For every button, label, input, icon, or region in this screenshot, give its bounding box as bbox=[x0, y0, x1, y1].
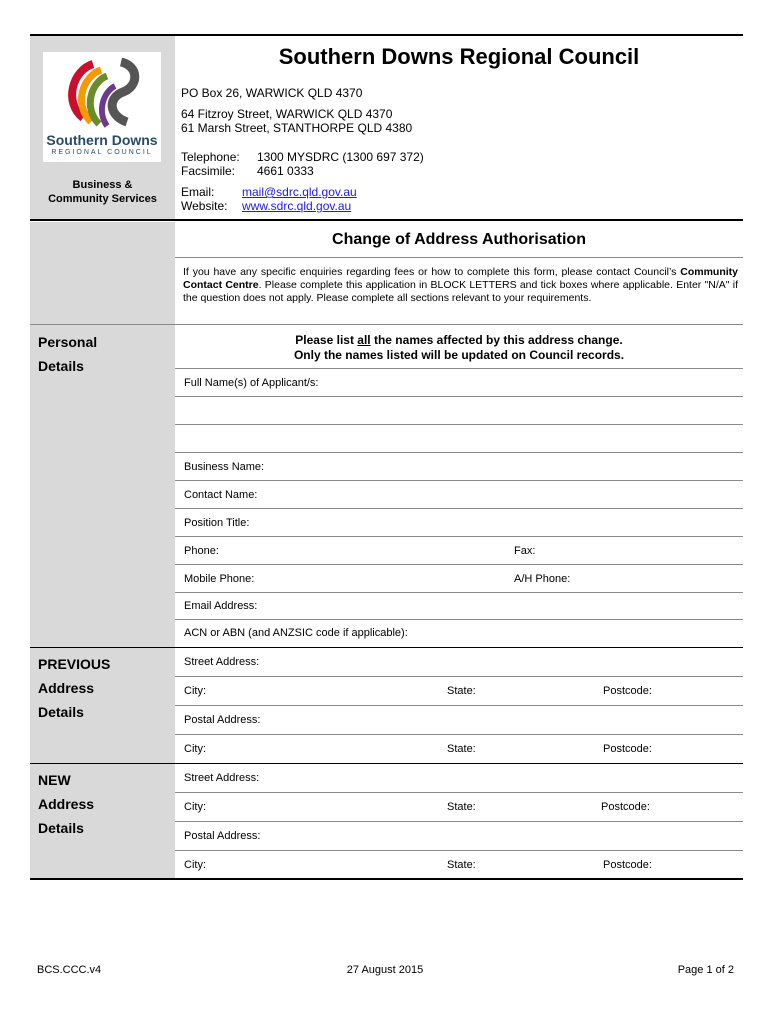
previous-heading bbox=[38, 652, 110, 724]
website-link-text[interactable]: www.sdrc.qld.gov.au bbox=[242, 199, 352, 213]
logo-name: Southern Downs bbox=[46, 132, 158, 148]
rule bbox=[175, 536, 743, 537]
intro-contact-centre: Community Contact Centre bbox=[183, 266, 738, 291]
rule bbox=[175, 705, 743, 706]
header-divider bbox=[30, 219, 743, 221]
prev-state-field[interactable]: State: bbox=[447, 685, 476, 697]
previous-heading-line-1: PREVIOUS bbox=[38, 656, 111, 672]
form-bottom-rule bbox=[30, 878, 743, 880]
note-line-2: Only the names listed will be updated on Council records. bbox=[293, 348, 625, 362]
new-postal-city-field[interactable]: City: bbox=[184, 859, 206, 871]
personal-heading-line-1: Personal bbox=[38, 334, 98, 350]
rule bbox=[175, 619, 743, 620]
previous-heading-line-3: Details bbox=[38, 704, 84, 720]
address-warwick: 64 Fitzroy Street, WARWICK QLD 4370 bbox=[181, 107, 393, 121]
prev-postcode-field[interactable]: Postcode: bbox=[603, 685, 652, 697]
fax-field[interactable]: Fax: bbox=[514, 545, 536, 557]
position-title-field[interactable]: Position Title: bbox=[184, 517, 250, 529]
prev-city-field[interactable]: City: bbox=[184, 685, 206, 697]
form-title: Change of Address Authorisation bbox=[332, 231, 586, 248]
rule bbox=[175, 396, 743, 397]
council-logo bbox=[43, 52, 161, 162]
logo-subtitle: REGIONAL COUNCIL bbox=[51, 149, 153, 156]
email-address-field[interactable]: Email Address: bbox=[184, 600, 258, 612]
email-label: Email: bbox=[181, 185, 215, 199]
rule bbox=[175, 508, 743, 509]
new-heading-line-3: Details bbox=[38, 820, 84, 836]
new-heading bbox=[38, 768, 94, 840]
address-stanthorpe: 61 Marsh Street, STANTHORPE QLD 4380 bbox=[181, 121, 413, 135]
department-line-2: Community Services bbox=[48, 193, 157, 205]
website-label: Website: bbox=[181, 199, 228, 213]
logo-emblem-icon bbox=[43, 52, 161, 132]
page-number: Page 1 of 2 bbox=[677, 964, 734, 976]
previous-heading-line-2: Address bbox=[38, 680, 95, 696]
contact-name-field[interactable]: Contact Name: bbox=[184, 489, 258, 501]
personal-heading bbox=[38, 330, 97, 378]
business-name-field[interactable]: Business Name: bbox=[184, 461, 265, 473]
rule bbox=[175, 821, 743, 822]
department-line-1: Business & bbox=[72, 179, 133, 191]
phone-field[interactable]: Phone: bbox=[184, 545, 219, 557]
po-box: PO Box 26, WARWICK QLD 4370 bbox=[181, 86, 363, 100]
rule bbox=[175, 792, 743, 793]
prev-postal-city-field[interactable]: City: bbox=[184, 743, 206, 755]
names-note bbox=[175, 333, 743, 363]
top-rule bbox=[30, 34, 743, 36]
new-postal-state-field[interactable]: State: bbox=[447, 859, 476, 871]
rule bbox=[175, 592, 743, 593]
rule bbox=[175, 676, 743, 677]
new-postal-field[interactable]: Postal Address: bbox=[184, 830, 261, 842]
new-state-field[interactable]: State: bbox=[447, 801, 476, 813]
website-link[interactable] bbox=[242, 199, 351, 213]
prev-postal-field[interactable]: Postal Address: bbox=[184, 714, 261, 726]
telephone-value: 1300 MYSDRC (1300 697 372) bbox=[257, 150, 424, 164]
note-post: the names affected by this address change. bbox=[370, 333, 623, 347]
facsimile-value: 4661 0333 bbox=[257, 164, 314, 178]
acn-abn-field[interactable]: ACN or ABN (and ANZSIC code if applicable): bbox=[184, 627, 408, 639]
department-name bbox=[30, 178, 175, 206]
new-city-field[interactable]: City: bbox=[184, 801, 206, 813]
form-date: 27 August 2015 bbox=[346, 964, 424, 976]
rule bbox=[30, 647, 743, 648]
new-street-field[interactable]: Street Address: bbox=[184, 772, 260, 784]
note-pre: Please list bbox=[295, 333, 358, 347]
form-code: BCS.CCC.v4 bbox=[37, 964, 102, 976]
rule bbox=[175, 734, 743, 735]
rule bbox=[30, 324, 743, 325]
rule bbox=[175, 564, 743, 565]
prev-postal-postcode-field[interactable]: Postcode: bbox=[603, 743, 652, 755]
prev-street-field[interactable]: Street Address: bbox=[184, 656, 260, 668]
facsimile-label: Facsimile: bbox=[181, 164, 236, 178]
new-postal-postcode-field[interactable]: Postcode: bbox=[603, 859, 652, 871]
telephone-label: Telephone: bbox=[181, 150, 240, 164]
rule bbox=[175, 257, 743, 258]
rule bbox=[175, 368, 743, 369]
rule bbox=[30, 763, 743, 764]
form-intro bbox=[183, 266, 738, 305]
rule bbox=[175, 424, 743, 425]
new-heading-line-2: Address bbox=[38, 796, 95, 812]
email-link-text[interactable]: mail@sdrc.qld.gov.au bbox=[242, 185, 357, 199]
ah-phone-field[interactable]: A/H Phone: bbox=[514, 573, 571, 585]
prev-postal-state-field[interactable]: State: bbox=[447, 743, 476, 755]
rule bbox=[175, 480, 743, 481]
personal-heading-line-2: Details bbox=[38, 358, 84, 374]
rule bbox=[175, 452, 743, 453]
intro-text-2: . Please complete this application in BLOCK LETTERS and tick boxes where applicable. Enter "N/A" if the question does not apply. Please complete all sections relevant to your requirements. bbox=[183, 279, 738, 304]
rule bbox=[175, 850, 743, 851]
full-names-field[interactable]: Full Name(s) of Applicant/s: bbox=[184, 377, 319, 389]
council-title: Southern Downs Regional Council bbox=[278, 44, 640, 69]
new-postcode-field[interactable]: Postcode: bbox=[601, 801, 650, 813]
email-link[interactable] bbox=[242, 185, 357, 199]
intro-text-1: If you have any specific enquiries regarding fees or how to complete this form, please contact Council’s bbox=[183, 266, 677, 278]
mobile-phone-field[interactable]: Mobile Phone: bbox=[184, 573, 255, 585]
new-heading-line-1: NEW bbox=[38, 772, 71, 788]
note-all: all bbox=[357, 333, 371, 347]
